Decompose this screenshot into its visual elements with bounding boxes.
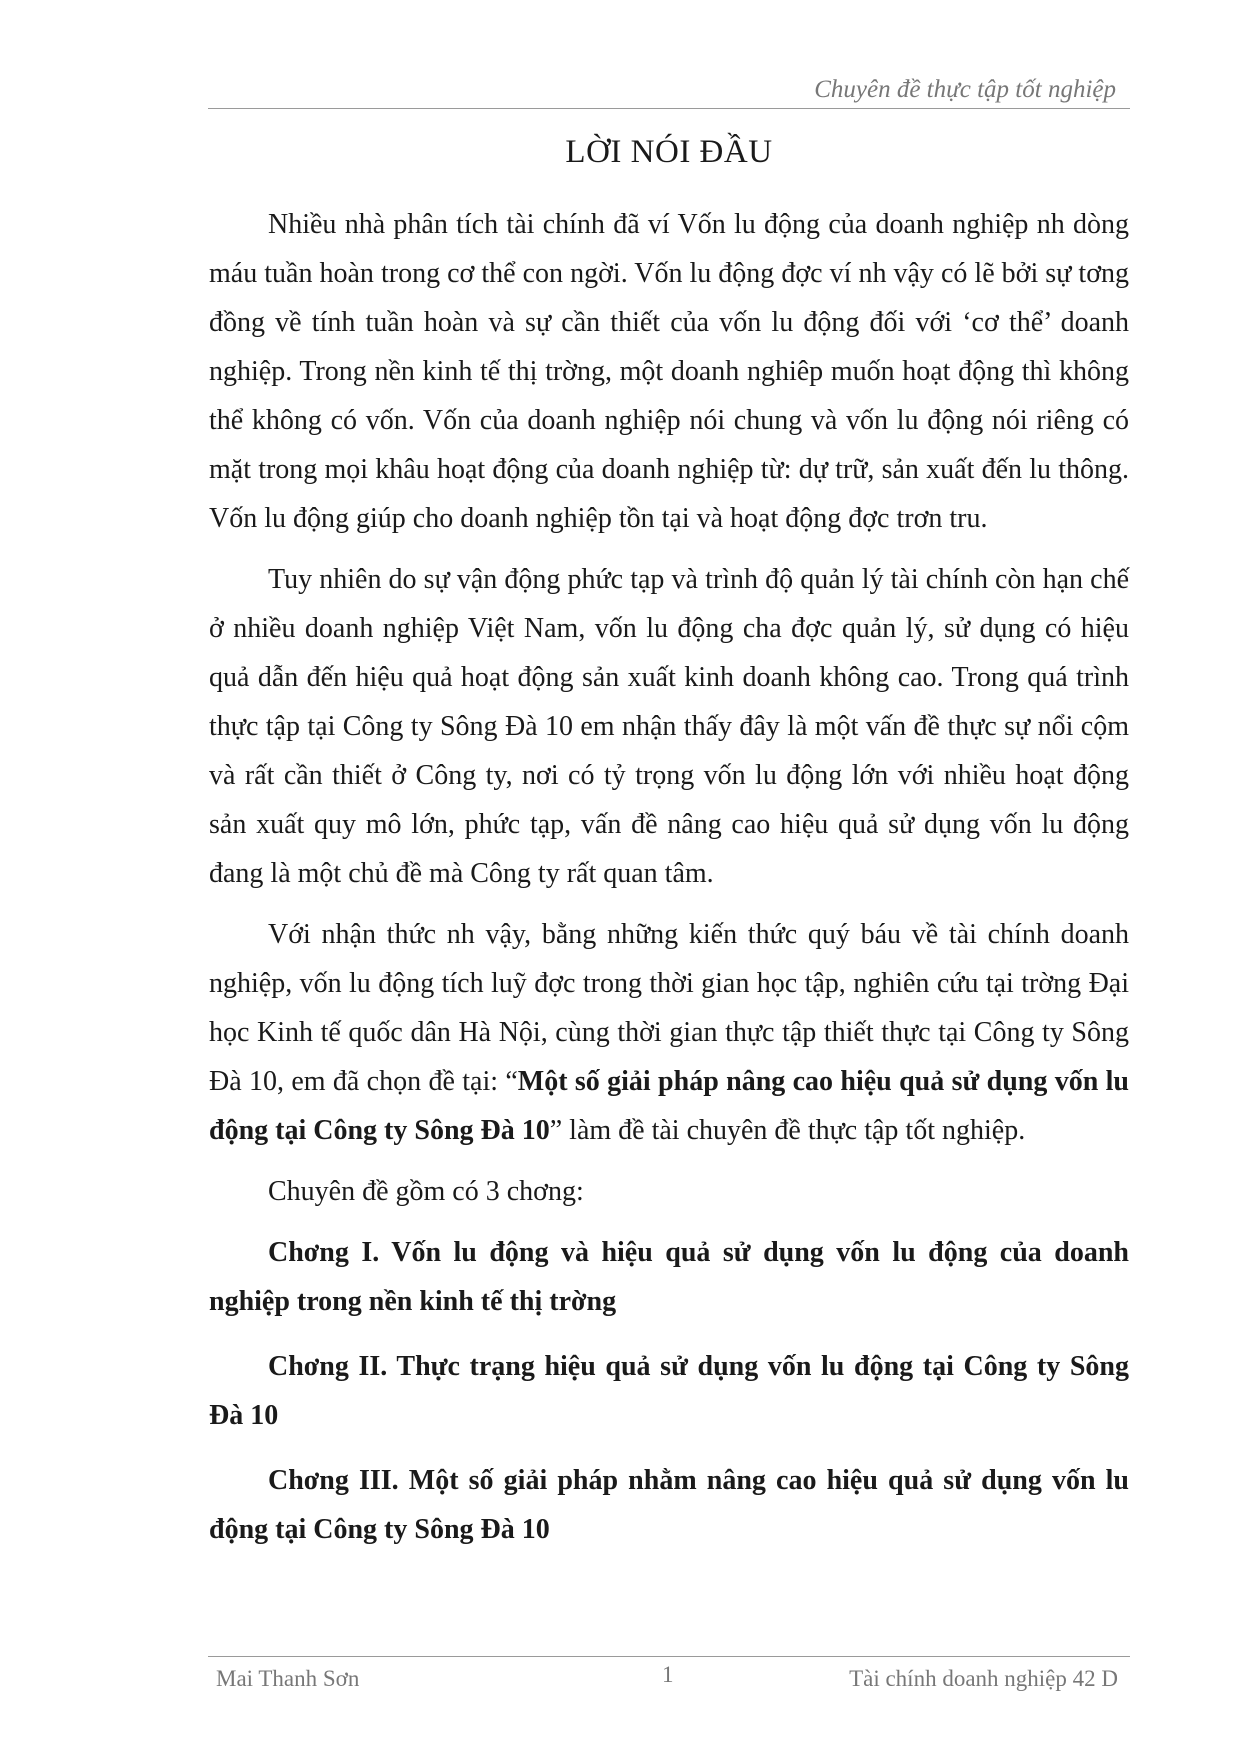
paragraph-intro: Nhiều nhà phân tích tài chính đã ví Vốn lu động của doanh nghiệp nh dòng máu tuần hoàn trong cơ thể con ngời. Vốn lu động đợc ví nh vậy có lẽ bởi sự tơng đồng về tính tuần hoàn và sự cần thiết của vốn lu động đối với ‘cơ thể’ doanh nghiệp. Trong nền kinh tế thị trờng, một doanh nghiêp muốn hoạt động thì không thể không có vốn. Vốn của doanh nghiệp nói chung và vốn lu động nói riêng có mặt trong mọi khâu hoạt động của doanh nghiệp từ: dự trữ, sản xuất đến lu thông. Vốn lu động giúp cho doanh nghiệp tồn tại và hoạt động đợc trơn tru. [209,209,1129,534]
chapter-2-heading: Chơng II. Thực trạng hiệu quả sử dụng vốn lu động tại Công ty Sông Đà 10 [209,1351,1129,1431]
header-text: Chuyên đề thực tập tốt nghiệp [814,76,1116,103]
topic-tail-text: ” làm đề tài chuyên đề thực tập tốt nghiệp. [549,1115,1026,1146]
topic-lead-text: Với nhận thức nh vậy, bằng những kiến thức quý báu về tài chính doanh nghiệp, vốn lu động tích luỹ đợc trong thời gian học tập, nghiên cứu tại trờng Đại học Kinh tế quốc dân Hà Nội, cùng thời gian thực tập thiết thực tại Công ty Sông Đà 10, em đã chọn đề tại: “ [209,919,1129,1097]
running-header [208,72,1130,109]
document-body [209,200,1129,1570]
paragraph-topic [209,910,1129,1155]
footer-author: Mai Thanh Sơn [216,1666,360,1691]
paragraph-problem: Tuy nhiên do sự vận động phức tạp và trình độ quản lý tài chính còn hạn chế ở nhiều doanh nghiệp Việt Nam, vốn lu động cha đợc quản lý, sử dụng có hiệu quả dẫn đến hiệu quả hoạt động sản xuất kinh doanh không cao. Trong quá trình thực tập tại Công ty Sông Đà 10 em nhận thấy đây là một vấn đề thực sự nổi cộm và rất cần thiết ở Công ty, nơi có tỷ trọng vốn lu động lớn với nhiều hoạt động sản xuất quy mô lớn, phức tạp, vấn đề nâng cao hiệu quả sử dụng vốn lu động đang là một chủ đề mà Công ty rất quan tâm. [209,564,1129,889]
chapter-3-heading: Chơng III. Một số giải pháp nhằm nâng cao hiệu quả sử dụng vốn lu động tại Công ty Sông Đà 10 [209,1465,1129,1545]
page-title: LỜI NÓI ĐẦU [565,134,773,170]
paragraph-structure: Chuyên đề gồm có 3 chơng: [268,1176,584,1207]
page-number: 1 [662,1662,674,1687]
chapter-1-heading: Chơng I. Vốn lu động và hiệu quả sử dụng vốn lu động của doanh nghiệp trong nền kinh tế thị trờng [209,1237,1129,1317]
topic-title: Một số giải pháp nâng cao hiệu quả sử dụng vốn lu động tại Công ty Sông Đà 10 [209,1066,1129,1146]
running-footer [208,1656,1130,1697]
footer-course: Tài chính doanh nghiệp 42 D [849,1666,1118,1691]
